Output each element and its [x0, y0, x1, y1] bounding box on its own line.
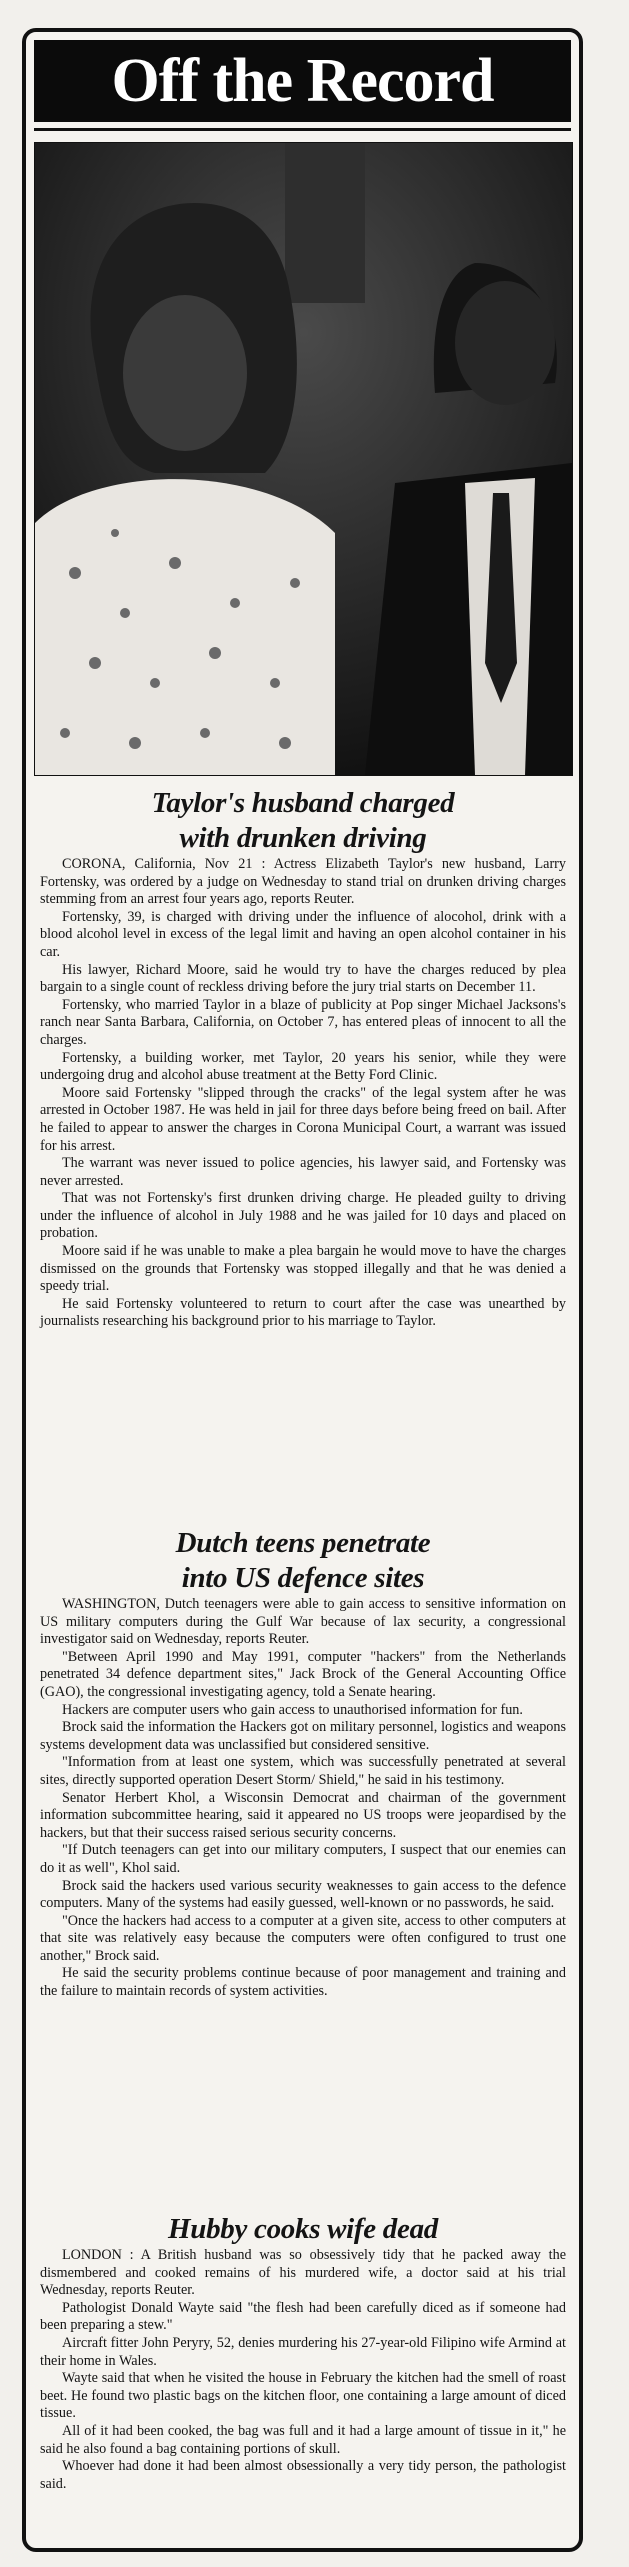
- headline-line-1: Dutch teens penetrate: [175, 1527, 431, 1559]
- newspaper-clipping: [22, 28, 583, 2552]
- paragraph: He said the security problems continue because of poor management and training and the failure to maintain records of system activities.: [40, 1965, 566, 2000]
- paragraph: Aircraft fitter John Peryry, 52, denies murdering his 27-year-old Filipino wife Armind at their home in Wales.: [40, 2334, 566, 2369]
- headline-line-1: Taylor's husband charged: [151, 787, 455, 819]
- story-taylor: [40, 786, 566, 1331]
- news-photo: [34, 142, 573, 776]
- paragraph: He said Fortensky volunteered to return to court after the case was unearthed by journalists researching his background prior to his marriage to Taylor.: [40, 1295, 566, 1330]
- photo-image: [35, 143, 572, 775]
- paragraph: "Once the hackers had access to a computer at a given site, access to other computers at that site was relatively easy because the computers were often configured to trust one another," Brock said.: [40, 1912, 566, 1964]
- paragraph: Fortensky, who married Taylor in a blaze of publicity at Pop singer Michael Jacksons's ranch near Santa Barbara, California, on October 7, has entered pleas of innocent to all the charges.: [40, 996, 566, 1048]
- paragraph: WASHINGTON, Dutch teenagers were able to gain access to sensitive information on US military computers during the Gulf War because of lax security, a congressional investigator said on Wednesday, reports Reuter.: [40, 1596, 566, 1648]
- paragraph: Hackers are computer users who gain access to unauthorised information for fun.: [62, 1701, 523, 1718]
- story-headline: Hubby cooks wife dead: [168, 2213, 438, 2245]
- paragraph: Fortensky, a building worker, met Taylor, 20 years his senior, while they were undergoing drug and alcohol abuse treatment at the Betty Ford Clinic.: [40, 1049, 566, 1084]
- masthead-title: Off the Record: [34, 40, 571, 122]
- paragraph: "If Dutch teenagers can get into our military computers, I suspect that our enemies can do it as well", Khol said.: [40, 1842, 566, 1876]
- paragraph: Fortensky, 39, is charged with driving under the influence of alocohol, drink with a blood alcohol level in excess of the legal limit and having an open alcohol container in his car.: [40, 908, 566, 960]
- story-hubby-cooks: [40, 2212, 566, 2493]
- paragraph: Pathologist Donald Wayte said "the flesh had been carefully diced as if someone had been preparing a stew.": [40, 2299, 566, 2334]
- paragraph: That was not Fortensky's first drunken driving charge. He pleaded guilty to driving under the influence of alcohol in July 1988 and he was jailed for 10 days and placed on probation.: [40, 1190, 566, 1242]
- paragraph: Wayte said that when he visited the house in February the kitchen had the smell of roast beet. He found two plastic bags on the kitchen floor, one containing a large amount of diced tissue.: [40, 2370, 566, 2422]
- paragraph: LONDON : A British husband was so obsessively tidy that he packed away the dismembered and cooked remains of his murdered wife, a doctor said at his trial Wednesday, reports Reuter.: [40, 2247, 566, 2299]
- paragraph: Senator Herbert Khol, a Wisconsin Democrat and chairman of the government information subcommittee hearing, said it appeared no US troops were jeopardised by the hackers, but that their success raised serious security concerns.: [40, 1789, 566, 1841]
- story-dutch-teens: [40, 1526, 566, 2001]
- headline-line-2: with drunken driving: [179, 822, 427, 854]
- paragraph: Brock said the hackers used various security weaknesses to gain access to the defence computers. Many of the systems had easily guessed, well-known or no passwords, he said.: [40, 1877, 566, 1912]
- paragraph: The warrant was never issued to police agencies, his lawyer said, and Fortensky was never arrested.: [40, 1155, 566, 1189]
- headline-line-2: into US defence sites: [181, 1562, 425, 1594]
- paragraph: Whoever had done it had been almost obsessionally a very tidy person, the pathologist said.: [40, 2458, 566, 2492]
- paragraph: Brock said the information the Hackers got on military personnel, logistics and weapons systems development data was unclassified but considered sensitive.: [40, 1719, 566, 1753]
- paragraph: All of it had been cooked, the bag was full and it had a large amount of tissue in it," he said he also found a bag containing portions of skull.: [40, 2422, 566, 2457]
- paragraph: His lawyer, Richard Moore, said he would try to have the charges reduced by plea bargain to a single count of reckless driving before the jury trial starts on December 11.: [40, 961, 566, 996]
- paragraph: Moore said Fortensky "slipped through the cracks" of the legal system after he was arrested in October 1987. He was held in jail for three days before being freed on bail. After he failed to appear to answer the charges in Corona Municipal Court, a warrant was issued for his arrest.: [40, 1084, 566, 1154]
- paragraph: "Between April 1990 and May 1991, computer "hackers" from the Netherlands penetrated 34 defence department sites," Jack Brock of the General Accounting Office (GAO), the congressional investigating agency, told a Senate hearing.: [40, 1648, 566, 1700]
- story-headline: [40, 786, 566, 856]
- story-headline: [40, 1526, 566, 1596]
- paragraph: "Information from at least one system, which was successfully penetrated at several sites, directly supported operation Desert Storm/ Shield," he said in his testimony.: [40, 1754, 566, 1788]
- paragraph: Moore said if he was unable to make a plea bargain he would move to have the charges dismissed on the grounds that Fortensky was stopped illegally and that he was denied a speedy trial.: [40, 1243, 566, 1295]
- paragraph: CORONA, California, Nov 21 : Actress Elizabeth Taylor's new husband, Larry Fortensky, was ordered by a judge on Wednesday to stand trial on drunken driving charges stemming from an arrest four years ago, reports Reuter.: [40, 856, 566, 908]
- masthead-rule: [34, 128, 571, 131]
